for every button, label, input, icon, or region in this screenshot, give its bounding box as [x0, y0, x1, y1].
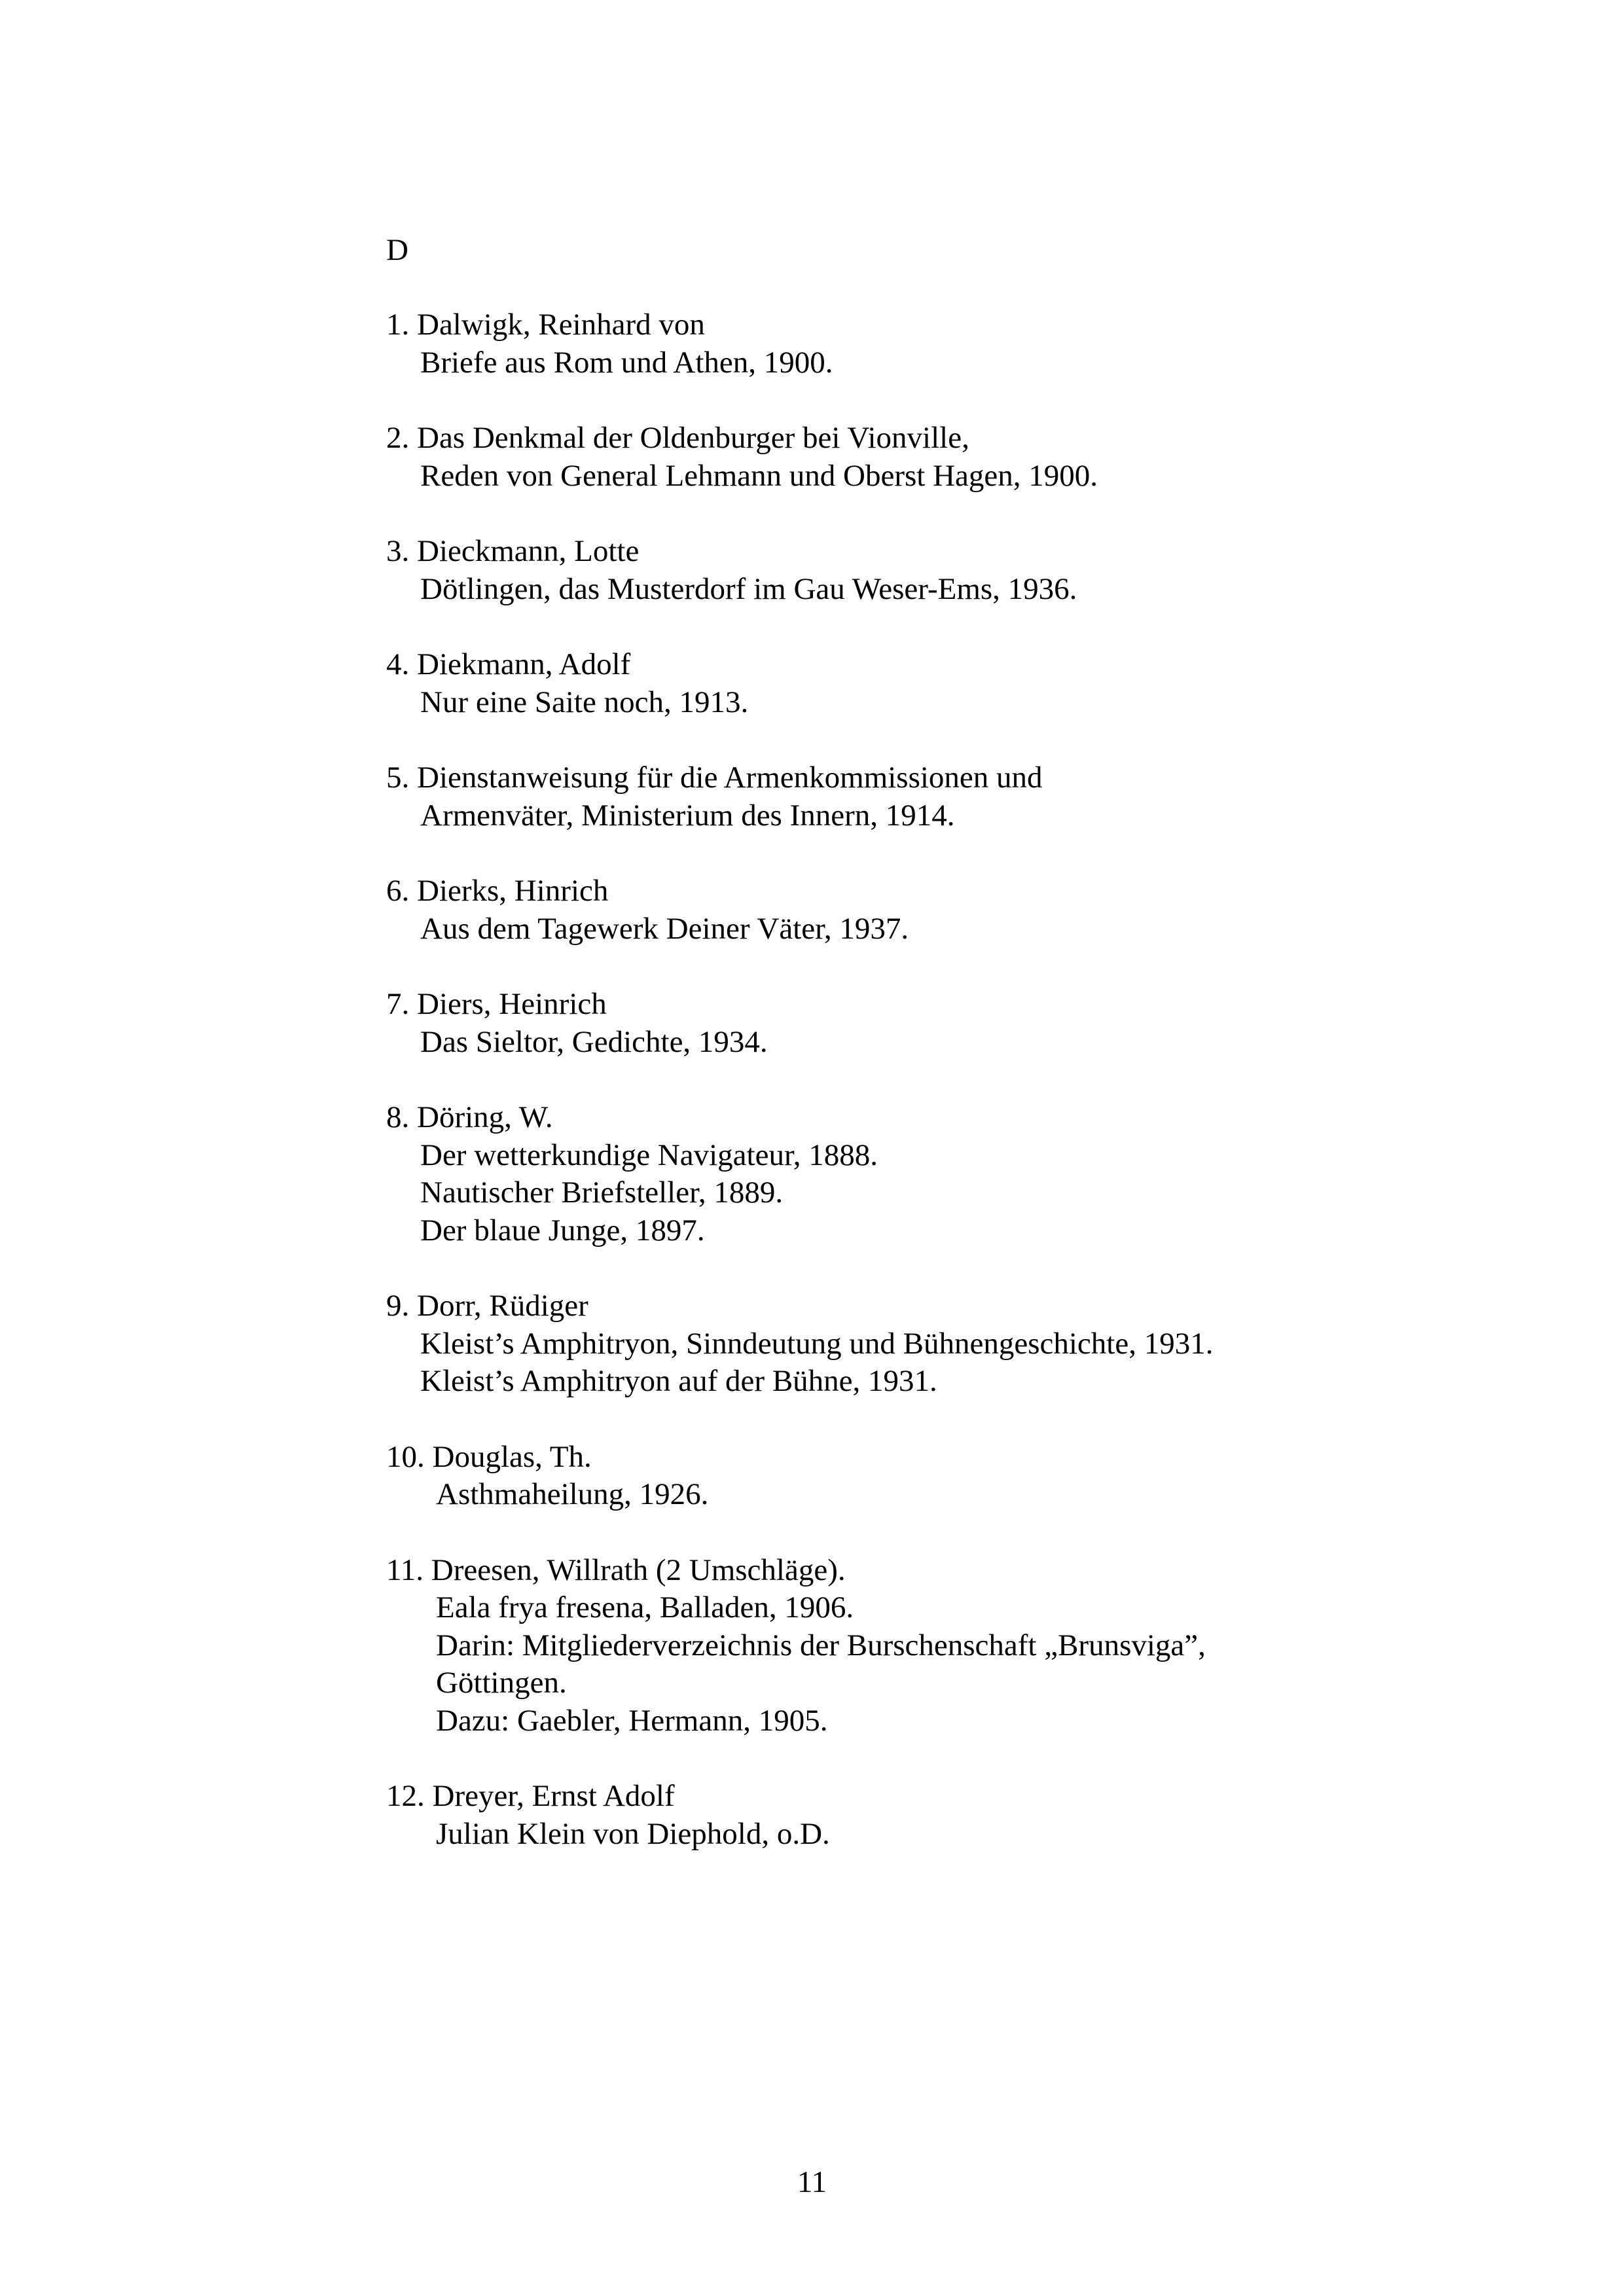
entry-work-line: Julian Klein von Diephold, o.D. — [436, 1816, 830, 1851]
entry-heading — [386, 759, 1499, 797]
entry-author-or-title: Das Denkmal der Oldenburger bei Vionville, — [417, 421, 969, 455]
entry-work-line: Kleist’s Amphitryon, Sinndeutung und Bühnengeschichte, 1931. — [420, 1326, 1214, 1361]
entry-work-line: Der wetterkundige Navigateur, 1888. — [420, 1138, 878, 1172]
entry-number: 10. — [386, 1439, 425, 1474]
entry-author-or-title: Dreesen, Willrath (2 Umschläge). — [431, 1552, 846, 1587]
entry-author-or-title: Dieckmann, Lotte — [417, 534, 640, 568]
entry-work-line: Der blaue Junge, 1897. — [420, 1213, 705, 1247]
list-item — [386, 1778, 1499, 1853]
entry-heading — [386, 1552, 1499, 1590]
entry-work-line: Armenväter, Ministerium des Innern, 1914. — [420, 798, 955, 833]
list-item — [386, 306, 1499, 382]
entry-number: 3. — [386, 534, 410, 568]
page-number: 11 — [797, 2165, 827, 2199]
entry-work-line: Aus dem Tagewerk Deiner Väter, 1937. — [420, 911, 909, 946]
entry-work-line: Göttingen. — [436, 1666, 567, 1700]
entry-author-or-title: Diers, Heinrich — [417, 987, 607, 1021]
section-letter: D — [386, 233, 408, 267]
entry-author-or-title: Dierks, Hinrich — [417, 874, 609, 908]
entry-author-or-title: Diekmann, Adolf — [417, 647, 631, 681]
entry-author-or-title: Dalwigk, Reinhard von — [417, 308, 705, 342]
entry-work-line: Briefe aus Rom und Athen, 1900. — [420, 345, 833, 380]
entry-work-line: Asthmaheilung, 1926. — [436, 1477, 709, 1511]
entry-number: 2. — [386, 421, 410, 455]
list-item — [386, 533, 1499, 608]
entry-work-line: Das Sieltor, Gedichte, 1934. — [420, 1024, 768, 1059]
list-item — [386, 420, 1499, 495]
entry-work-line: Kleist’s Amphitryon auf der Bühne, 1931. — [420, 1364, 937, 1398]
list-item — [386, 759, 1499, 834]
entry-work-line: Eala frya fresena, Balladen, 1906. — [436, 1590, 854, 1624]
list-item — [386, 1552, 1499, 1740]
list-item — [386, 986, 1499, 1061]
list-item — [386, 646, 1499, 721]
entry-work-line: Reden von General Lehmann und Oberst Hagen, 1900. — [420, 458, 1098, 493]
entry-heading — [386, 533, 1499, 571]
entry-number: 1. — [386, 308, 410, 342]
entry-heading — [386, 1287, 1499, 1325]
entry-heading — [386, 646, 1499, 684]
entry-author-or-title: Dienstanweisung für die Armenkommissionen und — [417, 761, 1043, 795]
entry-number: 8. — [386, 1100, 410, 1134]
entry-number: 4. — [386, 647, 410, 681]
entry-number: 9. — [386, 1289, 410, 1323]
entry-number: 6. — [386, 874, 410, 908]
entry-author-or-title: Dreyer, Ernst Adolf — [432, 1779, 675, 1813]
entry-author-or-title: Douglas, Th. — [432, 1439, 592, 1474]
entry-number: 12. — [386, 1779, 425, 1813]
entry-number: 11. — [386, 1552, 424, 1587]
entry-work-line: Nur eine Saite noch, 1913. — [420, 685, 749, 719]
entry-author-or-title: Döring, W. — [417, 1100, 553, 1134]
entry-heading — [386, 1439, 1499, 1477]
list-item — [386, 1099, 1499, 1249]
entry-heading — [386, 306, 1499, 344]
entry-heading — [386, 1099, 1499, 1137]
entry-work-line: Nautischer Briefsteller, 1889. — [420, 1175, 784, 1210]
entry-author-or-title: Dorr, Rüdiger — [417, 1289, 588, 1323]
list-item — [386, 1287, 1499, 1401]
list-item — [386, 872, 1499, 948]
entry-heading — [386, 986, 1499, 1024]
entry-number: 5. — [386, 761, 410, 795]
entry-heading — [386, 872, 1499, 910]
entry-heading — [386, 1778, 1499, 1816]
entry-work-line: Darin: Mitgliederverzeichnis der Burschenschaft „Brunsviga”, — [436, 1628, 1206, 1662]
entry-list — [386, 306, 1499, 1891]
entry-work-line: Dazu: Gaebler, Hermann, 1905. — [436, 1703, 828, 1738]
list-item — [386, 1439, 1499, 1514]
entry-number: 7. — [386, 987, 410, 1021]
entry-heading — [386, 420, 1499, 457]
entry-work-line: Dötlingen, das Musterdorf im Gau Weser-Ems, 1936. — [420, 571, 1077, 606]
